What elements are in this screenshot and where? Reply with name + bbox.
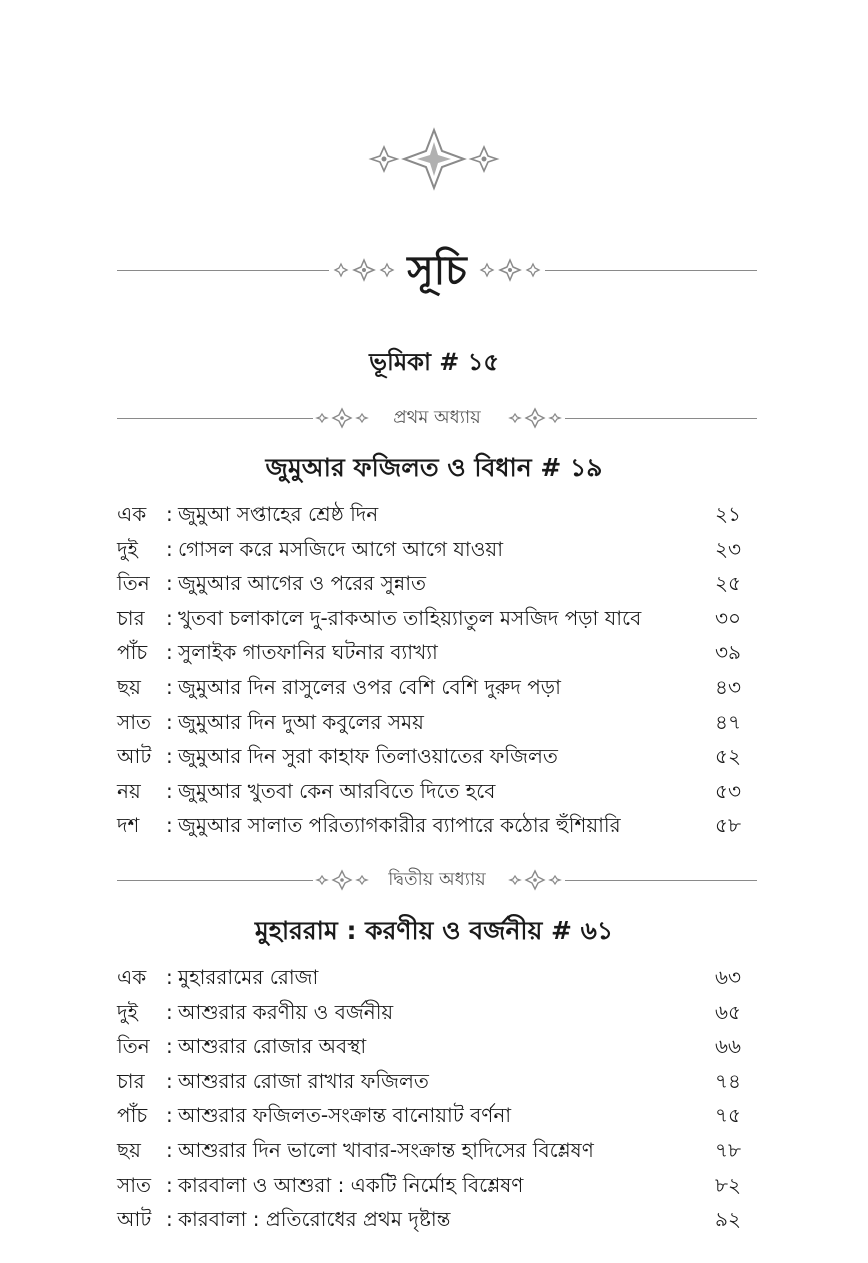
entry-number: সাত (117, 709, 152, 734)
entry-page: ৩৯ (715, 640, 741, 665)
entry-title: জুমুআর দিন দুআ কবুলের সময় (178, 709, 424, 734)
entry-number: দুই (117, 999, 138, 1024)
chapter-1-toc (117, 497, 741, 843)
toc-entry[interactable] (117, 1202, 741, 1237)
entry-page: ৫৮ (715, 813, 741, 838)
page-title: সূচি (407, 248, 467, 294)
entry-separator: : (166, 1034, 173, 1059)
entry-number: ছয় (117, 1137, 141, 1162)
entry-separator: : (166, 999, 173, 1024)
entry-separator: : (166, 1137, 173, 1162)
entry-separator: : (166, 709, 173, 734)
entry-title: জুমুআর দিন সুরা কাহাফ তিলাওয়াতের ফজিলত (178, 744, 558, 769)
entry-page: ৭৮ (715, 1137, 741, 1162)
toc-entry[interactable] (117, 1133, 741, 1168)
entry-separator: : (166, 744, 173, 769)
entry-title: আশুরার ফজিলত-সংক্রান্ত বানোয়াট বর্ণনা (178, 1103, 512, 1128)
entry-page: ৫৩ (715, 778, 741, 803)
entry-page: ২৫ (715, 571, 741, 596)
toc-entry[interactable] (117, 497, 741, 532)
entry-number: দুই (117, 536, 138, 561)
chapter-1-title[interactable]: জুমুআর ফজিলত ও বিধান # ১৯ (265, 453, 603, 482)
entry-number: নয় (117, 778, 141, 803)
toc-entry[interactable] (117, 960, 741, 995)
entry-title: আশুরার করণীয় ও বর্জনীয় (178, 999, 394, 1024)
entry-page: ৫২ (715, 744, 741, 769)
entry-page: ৪৩ (715, 674, 741, 699)
entry-title: খুতবা চলাকালে দু-রাকআত তাহিয়্যাতুল মসজিদ পড়া যাবে (178, 605, 642, 630)
entry-page: ২৩ (714, 536, 741, 561)
entry-page: ৯২ (715, 1207, 741, 1232)
toc-entry[interactable] (117, 601, 741, 636)
toc-entry[interactable] (117, 1029, 741, 1064)
entry-title: জুমুআর খুতবা কেন আরবিতে দিতে হবে (178, 778, 496, 803)
divider-right-ornament-icon (507, 869, 563, 891)
entry-title: জুমুআর আগের ও পরের সুন্নাত (178, 571, 427, 596)
entry-page: ৮২ (715, 1172, 741, 1197)
entry-number: সাত (117, 1172, 152, 1197)
entry-separator: : (166, 1103, 173, 1128)
entry-number: আট (117, 744, 152, 769)
toc-entry[interactable] (117, 995, 741, 1030)
toc-entry[interactable] (117, 808, 741, 843)
entry-title: কারবালা : প্রতিরোধের প্রথম দৃষ্টান্ত (178, 1207, 451, 1232)
entry-page: ৪৭ (715, 709, 741, 734)
entry-page: ৭৪ (715, 1068, 741, 1093)
entry-number: চার (117, 605, 145, 630)
chapter-divider (117, 864, 757, 896)
entry-page: ৬৫ (715, 999, 741, 1024)
toc-entry[interactable] (117, 1168, 741, 1203)
chapter-divider (117, 402, 757, 434)
entry-number: পাঁচ (117, 1103, 148, 1128)
entry-number: এক (117, 965, 147, 989)
toc-entry[interactable] (117, 1098, 741, 1133)
top-star-ornament-icon (364, 126, 504, 192)
entry-separator: : (166, 536, 173, 561)
entry-number: তিন (117, 1034, 150, 1059)
entry-title: গোসল করে মসজিদে আগে আগে যাওয়া (178, 536, 504, 561)
entry-separator: : (166, 778, 173, 803)
right-star-ornament-icon (477, 258, 543, 282)
toc-entry[interactable] (117, 1064, 741, 1099)
toc-entry[interactable] (117, 635, 741, 670)
entry-title: জুমুআর সালাত পরিত্যাগকারীর ব্যাপারে কঠোর হুঁশিয়ারি (178, 813, 621, 838)
divider-right-ornament-icon (507, 407, 563, 429)
toc-heading (117, 240, 757, 302)
chapter-2-title[interactable]: মুহাররাম : করণীয় ও বর্জনীয় # ৬১ (254, 916, 614, 945)
entry-title: আশুরার রোজার অবস্থা (178, 1034, 367, 1059)
entry-page: ৭৫ (715, 1103, 741, 1128)
divider-right-rule (565, 880, 757, 881)
chapter-1-divider-label: প্রথম অধ্যায় (393, 407, 481, 428)
entry-number: ছয় (117, 674, 141, 699)
entry-separator: : (166, 571, 173, 596)
entry-separator: : (166, 1172, 173, 1197)
entry-number: আট (117, 1207, 152, 1232)
entry-page: ২১ (715, 502, 741, 526)
entry-number: দশ (117, 813, 140, 838)
entry-separator: : (166, 605, 173, 630)
toc-entry[interactable] (117, 739, 741, 774)
toc-entry[interactable] (117, 532, 741, 567)
divider-right-rule (565, 418, 757, 419)
toc-entry[interactable] (117, 774, 741, 809)
entry-number: পাঁচ (117, 640, 148, 665)
entry-separator: : (166, 502, 173, 526)
entry-title: আশুরার রোজা রাখার ফজিলত (178, 1068, 429, 1093)
intro-entry[interactable]: ভূমিকা # ১৫ (369, 348, 499, 376)
entry-title: সুলাইক গাতফানির ঘটনার ব্যাখ্যা (178, 640, 438, 665)
toc-entry[interactable] (117, 670, 741, 705)
entry-page: ৬৬ (714, 1034, 741, 1059)
entry-page: ৬৩ (714, 965, 741, 989)
entry-number: এক (117, 502, 147, 526)
entry-separator: : (166, 1068, 173, 1093)
chapter-2-divider-label: দ্বিতীয় অধ্যায় (388, 869, 486, 890)
entry-title: মুহাররামের রোজা (178, 965, 319, 989)
entry-page: ৩০ (714, 605, 741, 630)
entry-separator: : (166, 674, 173, 699)
entry-separator: : (166, 813, 173, 838)
entry-number: চার (117, 1068, 145, 1093)
right-rule (545, 270, 757, 271)
entry-title: আশুরার দিন ভালো খাবার-সংক্রান্ত হাদিসের বিশ্লেষণ (178, 1137, 594, 1162)
chapter-2-toc (117, 960, 741, 1237)
entry-title: জুমুআর দিন রাসুলের ওপর বেশি বেশি দুরুদ পড়া (178, 674, 561, 699)
entry-separator: : (166, 1207, 173, 1232)
entry-title: জুমুআ সপ্তাহের শ্রেষ্ঠ দিন (178, 502, 379, 526)
entry-separator: : (166, 965, 173, 989)
entry-number: তিন (117, 571, 150, 596)
toc-entry[interactable] (117, 705, 741, 740)
toc-entry[interactable] (117, 566, 741, 601)
entry-title: কারবালা ও আশুরা : একটি নির্মোহ বিশ্লেষণ (178, 1172, 524, 1197)
entry-separator: : (166, 640, 173, 665)
